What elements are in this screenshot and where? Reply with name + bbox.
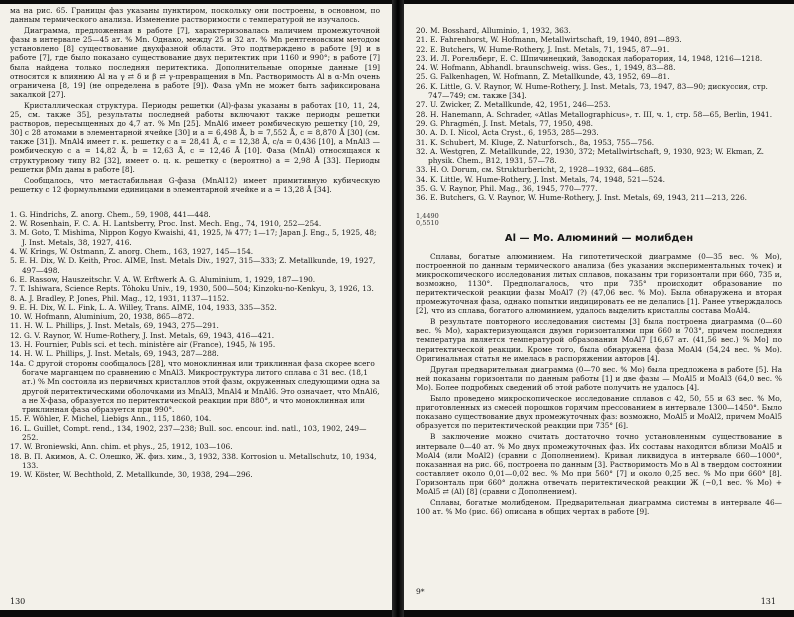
right-paragraph: Сплавы, богатые алюминием. На гипотетической диаграмме (0—35 вес. % Mo), построенной по данным термического анализа (без указания экспериментальных точек) и микроскопического исследования литых сплавов, показаны три горизонтали при 660, 735 и, возможно, 1130°. Предполагалось, что при 735° происходит образование по перитектической реакции фазы MoAl7 (?) (47,06 вес. % Mo). Была обнаружена и вторая промежуточная фаза, однако попытки индицировать ее не делались [1]. Ранее утверждалось [2], что из сплава, богатого алюминием, удалось выделить кристаллы состава MoAl4. bbox=[416, 251, 782, 316]
reference-item: 3. M. Goto, T. Mishima, Nippon Kogyo Kwaishi, 41, 1925, № 477; 1—17; Japan J. Eng., 5, 1925, 48; J. Inst. Metals, 38, 1927, 416. bbox=[10, 228, 377, 247]
reference-item: 5. E. H. Dix, W. D. Keith, Proc. AIME, Inst. Metals Div., 1927, 315—333; Z. Metallkunde, 19, 1927, 497—498. bbox=[10, 256, 376, 275]
reference-item: 14а. С другой стороны сообщалось [28], что моноклинная или триклинная фаза скорее всего богаче марганцем по сравнению с MnAl3. Микроструктура литого сплава с 31 вес. (18,1 ат.) % Mn состояла из первичных кристаллов этой фазы, окруженных следующими одна за другой перитектическими оболочками из MnAl3, MnAl4 и MnAl6. Это означает, что MnAl6, а не X-фаза, образуется по перитектической реакции при 880°, и что моноклинная или триклинная фаза образуется при 990°. bbox=[10, 358, 380, 415]
reference-item: 33. H. O. Dorum, см. Strukturbericht, 2, 1928—1932, 684—685. bbox=[416, 165, 656, 175]
signature-mark: 9* bbox=[416, 587, 425, 596]
left-paragraph: Сообщалось, что метастабильная G-фаза (MnAl12) имеет примитивную кубическую решетку с 12 формульными единицами в элементарной ячейке и a = 13,28 Å [34]. bbox=[10, 175, 380, 194]
reference-item: 8. A. J. Bradley, P. Jones, Phil. Mag., 12, 1931, 1137—1152. bbox=[10, 293, 229, 303]
left-paragraph: ма на рис. 65. Границы фаз указаны пунктиром, поскольку они построены, в основном, по данным термического анализа. Изменение растворимости с температурой не изучалось. bbox=[10, 6, 380, 25]
reference-item: 24. W. Hofmann, Abhandl. braunschweig. wiss. Ges., 1, 1949, 83—88. bbox=[416, 63, 676, 73]
reference-item: 15. F. Wöhler, F. Michel, Liebigs Ann., 115, 1860, 104. bbox=[10, 414, 212, 424]
reference-item: 27. U. Zwicker, Z. Metallkunde, 42, 1951, 246—253. bbox=[416, 100, 611, 110]
right-paragraph: В результате повторного исследования системы [3] была построена диаграмма (0—60 вес. % Mo), характеризующаяся двумя горизонталями при 660 и 703°, причем последняя температура является температурой образования MoAl7 [16,67 ат. (41,56 вес.) % Mo] по перитектической реакции. Кроме того, была обнаружена фаза MoAl4 (54,24 вес. % Mo). Оригинальная статья не имелась в распоряжении авторов [4]. bbox=[416, 317, 782, 363]
margin-note-line: 1,4490 bbox=[416, 211, 439, 220]
reference-item: 4. W. Krings, W. Ostmann, Z. anorg. Chem., 163, 1927, 145—154. bbox=[10, 247, 254, 257]
right-paragraph: Сплавы, богатые молибденом. Предварительная диаграмма системы в интервале 46—100 ат. % Mo (рис. 66) описана в общих чертах в работе [9]. bbox=[416, 498, 782, 517]
reference-item: 14. H. W. L. Phillips, J. Inst. Metals, 69, 1943, 287—288. bbox=[10, 349, 219, 359]
right-text-column bbox=[416, 4, 782, 610]
reference-item: 17. W. Broniewski, Ann. chim. et phys., 25, 1912, 103—106. bbox=[10, 442, 233, 452]
reference-item: 18. В. П. Акимов, А. С. Олешко, Ж. физ. хим., 3, 1932, 338. Korrosion u. Metallschutz, 10, 1934, 133. bbox=[10, 451, 377, 470]
reference-item: 23. И. Л. Рогельберг, Е. С. Шпичинецкий, Заводская лаборатория, 14, 1948, 1216—1218. bbox=[416, 53, 763, 63]
left-paragraph: Кристаллическая структура. Периоды решетки (Al)-фазы указаны в работах [10, 11, 24, 25, см. также 35], результаты последней работы включают также периоды решетки растворов, пересыщенных до 4,7 ат. % Mn [25]. MnAl6 имеет ромбическую решетку [10, 29, 30] с 28 атомами в элементарной ячейке [30] и a = 6,498 Å, b = 7,552 Å, c = 8,870 Å [30] (см. также [31]). MnAl4 имеет г. к. решетку с a = 28,41 Å, c = 12,38 Å, c/a = 0,436 [10], а MnAl3 — ромбическую с a = 14,82 Å, b = 12,63 Å, c = 12,46 Å [10]. Фаза (MnAl) относящаяся к структурному типу B2 [32], имеет о. ц. к. решетку с (вероятно) a = 2,98 Å [33]. Периоды решетки βMn даны в работе [8]. bbox=[10, 100, 380, 174]
reference-item: 29. G. Phragmén, J. Inst. Metals, 77, 1950, 498. bbox=[416, 118, 594, 128]
margin-note-line: 0,5510 bbox=[416, 218, 439, 227]
reference-item: 25. G. Falkenhagen, W. Hofmann, Z. Metallkunde, 43, 1952, 69—81. bbox=[416, 72, 670, 82]
reference-item: 26. K. Little, G. V. Raynor, W. Hume-Rothery, J. Inst. Metals, 73, 1947, 83—90; дискуссия, стр. 747—749; см. также [34]. bbox=[416, 81, 768, 101]
left-text-column bbox=[10, 4, 380, 610]
reference-item: 36. E. Butchers, G. V. Raynor, W. Hume-Rothery, J. Inst. Metals, 69, 1943, 211—213, 226. bbox=[416, 193, 747, 203]
right-page bbox=[404, 4, 794, 610]
right-paragraph: Было проведено микроскопическое исследование сплавов с 42, 50, 55 и 63 вес. % Mo, приготовленных из смесей порошков горячим прессованием в интервале 1300—1450°. Было показано существование двух промежуточных фаз: возможно, MoAl5 и MoAl2, причем MoAl5 образуется по перитектической реакции при 735° [6]. bbox=[416, 394, 782, 431]
reference-item: 2. W. Rosenhain, F. C. A. H. Lantsberry, Proc. Inst. Mech. Eng., 74, 1910, 252—254. bbox=[10, 219, 322, 229]
chapter-title: Al — Mo. Алюминий — молибден bbox=[504, 232, 694, 244]
right-paragraph: Другая предварительная диаграмма (0—70 вес. % Mo) была предложена в работе [5]. На ней показаны горизонтали по данным работы [1] и две фазы — MoAl5 и MoAl3 (64,0 вес. % Mo). Более подробных сведений об этой работе получить не удалось [4]. bbox=[416, 364, 782, 392]
reference-item: 7. T. Ishiwara, Science Repts. Tôhoku Univ., 19, 1930, 500—504; Kinzoku-no-Kenkyu, 3, 1926, 13. bbox=[10, 284, 374, 294]
reference-item: 10. W. Hofmann, Aluminium, 20, 1938, 865—872. bbox=[10, 312, 195, 322]
reference-item: 16. L. Guillet, Compt. rend., 134, 1902, 237—238; Bull. soc. encour. ind. natl., 103, 1902, 249—252. bbox=[10, 423, 367, 442]
book-gutter bbox=[392, 0, 404, 617]
reference-item: 13. H. Fournier, Publs sci. et tech. ministère air (France), 1945, № 195. bbox=[10, 340, 276, 350]
reference-item: 22. E. Butchers, W. Hume-Rothery, J. Inst. Metals, 71, 1945, 87—91. bbox=[416, 44, 670, 54]
page-number: 130 bbox=[10, 597, 26, 606]
reference-item: 1. G. Hindrichs, Z. anorg. Chem., 59, 1908, 441—448. bbox=[10, 209, 211, 219]
reference-item: 20. M. Bosshard, Alluminio, 1, 1932, 363. bbox=[416, 26, 571, 35]
right-reference-list bbox=[416, 26, 782, 203]
left-reference-list bbox=[10, 210, 380, 480]
reference-item: 11. H. W. L. Phillips, J. Inst. Metals, 69, 1943, 275—291. bbox=[10, 321, 219, 331]
reference-item: 28. H. Hanemann, A. Schrader, «Atlas Metallographicus», т. III, ч. 1, стр. 58—65, Berlin, 1941. bbox=[416, 109, 773, 119]
reference-item: 12. G. V. Raynor, W. Hume-Rothery, J. Inst. Metals, 69, 1943, 416—421. bbox=[10, 330, 275, 340]
margin-note bbox=[416, 213, 782, 227]
reference-item: 35. G. V. Raynor, Phil. Mag., 36, 1945, 770—777. bbox=[416, 184, 598, 194]
left-paragraph: Диаграмма, предложенная в работе [7], характеризовалась наличием промежуточной фазы в интервале 25—45 ат. % Mn. Однако, между 25 и 32 ат. % Mn рентгеновским методом установлено [8] существование двухфазной области. Это подтверждено в работе [9] и в работе [7], где было показано существование двух перитектик при 1160 и 990°; в работе [7] была найдена только последняя перитектика. Дополнительные опорные данные [19] относятся к влиянию Al на γ ⇄ δ и β ⇄ γ-превращения в Mn. Растворимость Al в α-Mn очень ограничена [8, 19] (не определена в работе [9]). Фаза γMn не может быть зафиксирована закалкой [27]. bbox=[10, 26, 380, 99]
reference-item: 32. A. Westgren, Z. Metallkunde, 22, 1930, 372; Metallwirtschaft, 9, 1930, 923; W. Ekman, Z. physik. Chem., B12, 1931, 57—78. bbox=[416, 146, 764, 166]
reference-item: 30. A. D. I. Nicol, Acta Cryst., 6, 1953, 285—293. bbox=[416, 128, 599, 138]
left-page bbox=[0, 4, 392, 610]
right-paragraph: В заключение можно считать достаточно точно установленным существование в интервале 0—40 ат. % Mo двух промежуточных фаз. Их составы находятся вблизи MoAl5 и MoAl4 (или MoAl2) (сравни с Дополнением). Кривая ликвидуса в интервале 660—1000°, показанная на рис. 66, построена по данным [3]. Растворимость Mo в Al в твердом состоянии составляет около 0,01—0,02 вес. % Mo при 560° [7] и около 0,25 вес. % Mo при 660° [8]. Горизонталь при 660° должна отвечать перитектической реакции Ж (~0,1 вес. % Mo) + MoAl5 ⇄ (Al) [8] (сравни с Дополнением). bbox=[416, 432, 782, 496]
reference-item: 31. K. Schubert, M. Kluge, Z. Naturforsch., 8a, 1953, 755—756. bbox=[416, 137, 655, 147]
reference-item: 21. E. Fahrenhorst, W. Hofmann, Metallwirtschaft, 19, 1940, 891—893. bbox=[416, 35, 682, 45]
reference-item: 34. K. Little, W. Hume-Rothery, J. Inst. Metals, 74, 1948, 521—524. bbox=[416, 174, 665, 184]
reference-item: 6. E. Rassow, Hauszeitschr. V. A. W. Erftwerk A. G. Aluminium, 1, 1929, 187—190. bbox=[10, 274, 316, 284]
reference-item: 19. W. Köster, W. Bechthold, Z. Metallkunde, 30, 1938, 294—296. bbox=[10, 470, 253, 480]
page-number: 131 bbox=[760, 597, 776, 606]
section-gap bbox=[10, 196, 380, 210]
reference-item: 9. E. H. Dix, W. L. Fink, L. A. Willey, Trans. AIME, 104, 1933, 335—352. bbox=[10, 302, 277, 312]
